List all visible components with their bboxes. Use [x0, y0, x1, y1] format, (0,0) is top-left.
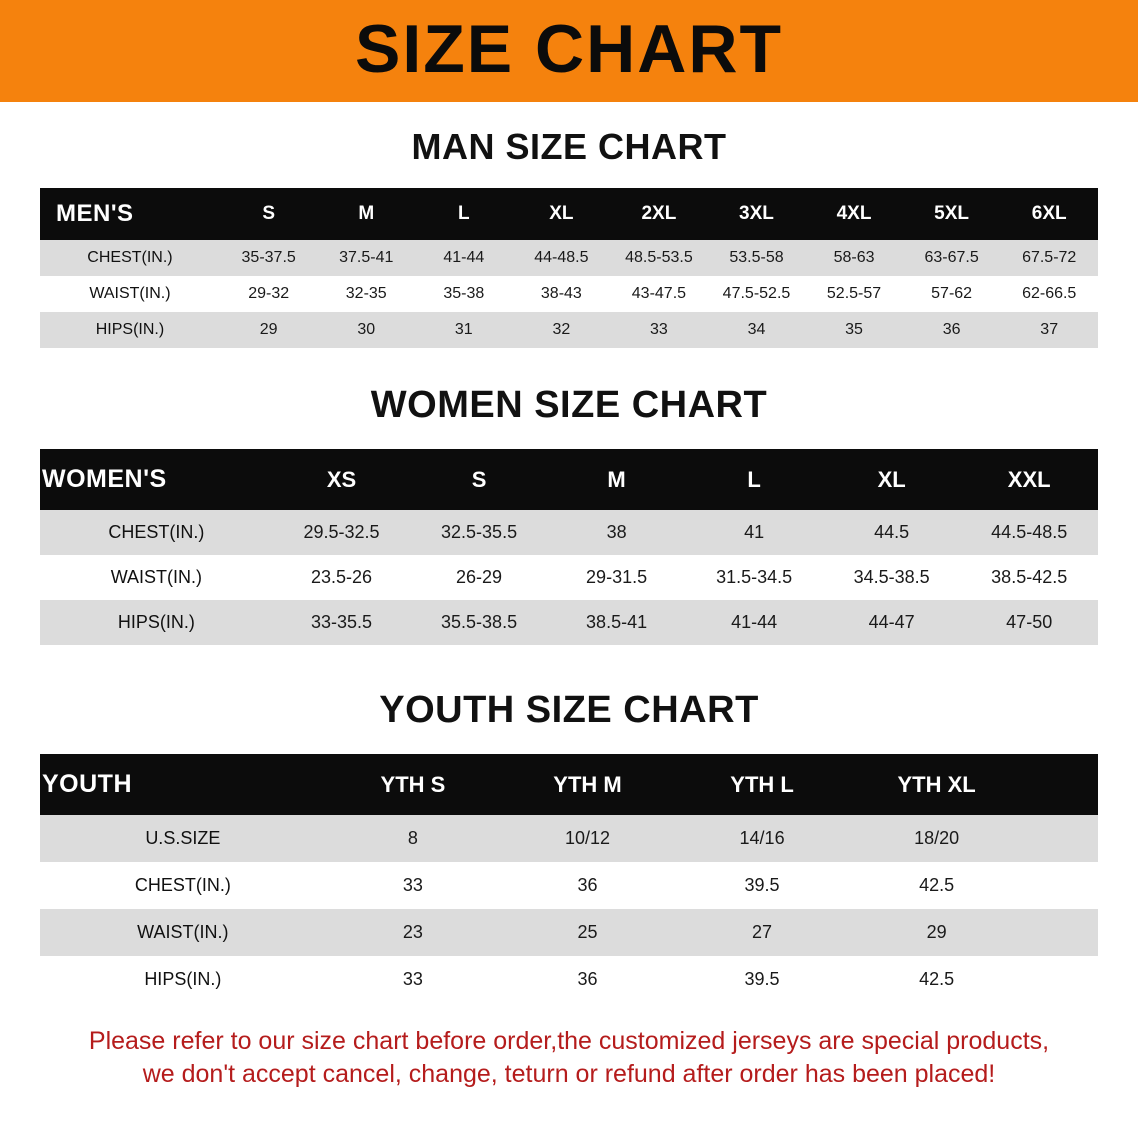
youth-col-3: YTH XL [897, 771, 976, 797]
table-row [40, 956, 1098, 1003]
youth-corner-label: YOUTH [42, 770, 132, 798]
banner [0, 0, 1138, 102]
youth-r1c0: 33 [402, 875, 423, 895]
men-r0c7: 63-67.5 [924, 249, 979, 266]
women-r2c4: 44-47 [868, 612, 915, 632]
men-r2c7: 36 [942, 321, 961, 338]
youth-r0c2: 14/16 [739, 828, 785, 848]
men-col-2: L [457, 203, 470, 224]
women-table-wrapper [0, 449, 1138, 645]
women-r1c3: 31.5-34.5 [716, 567, 793, 587]
page-title: SIZE CHART [355, 11, 783, 87]
policy-note-line-2: we don't accept cancel, change, teturn or refund after order has been placed! [142, 1060, 996, 1088]
women-r2c2: 38.5-41 [586, 612, 648, 632]
men-row-1-label: WAIST(IN.) [89, 285, 171, 302]
women-r0c4: 44.5 [874, 522, 910, 542]
men-col-6: 4XL [836, 203, 872, 224]
table-row [40, 815, 1098, 862]
youth-row-3-label: HIPS(IN.) [144, 969, 222, 989]
women-r2c1: 35.5-38.5 [441, 612, 518, 632]
women-col-1: S [471, 466, 487, 492]
women-r2c5: 47-50 [1006, 612, 1053, 632]
women-r0c0: 29.5-32.5 [303, 522, 380, 542]
youth-row-2-label: WAIST(IN.) [137, 922, 229, 942]
youth-r0-spacer [1024, 815, 1098, 862]
table-row [40, 312, 1098, 348]
men-col-1: M [358, 203, 375, 224]
men-row-2-label: HIPS(IN.) [95, 321, 165, 338]
youth-r3c2: 39.5 [744, 969, 780, 989]
men-r2c8: 37 [1040, 321, 1059, 338]
women-row-1-label: WAIST(IN.) [110, 567, 203, 587]
youth-r2c0: 23 [402, 922, 423, 942]
women-r1c1: 26-29 [456, 567, 503, 587]
policy-note-line-1: Please refer to our size chart before order,the customized jerseys are special products, [88, 1027, 1050, 1055]
women-r0c2: 38 [606, 522, 627, 542]
women-r0c1: 32.5-35.5 [441, 522, 518, 542]
youth-row-0-label: U.S.SIZE [145, 828, 221, 848]
women-col-3: L [747, 466, 761, 492]
women-r0c3: 41 [744, 522, 765, 542]
women-col-0: XS [326, 466, 357, 492]
youth-table-wrapper [0, 754, 1138, 1003]
men-r0c1: 37.5-41 [339, 249, 394, 266]
youth-r2c1: 25 [577, 922, 598, 942]
women-col-4: XL [877, 466, 906, 492]
youth-size-table [40, 754, 1098, 1003]
men-r2c3: 32 [552, 321, 571, 338]
youth-table-head [40, 754, 1098, 815]
youth-row-1-label: CHEST(IN.) [134, 875, 231, 895]
women-row-0-label: CHEST(IN.) [108, 522, 205, 542]
youth-col-0: YTH S [380, 771, 446, 797]
youth-r2-spacer [1024, 909, 1098, 956]
table-header-row [40, 188, 1098, 240]
men-r1c2: 35-38 [443, 285, 485, 302]
men-table-body [40, 240, 1098, 348]
men-r1c8: 62-66.5 [1022, 285, 1077, 302]
men-r0c3: 44-48.5 [534, 249, 589, 266]
women-r0c5: 44.5-48.5 [991, 522, 1068, 542]
table-row [40, 909, 1098, 956]
men-table-head [40, 188, 1098, 240]
men-col-4: 2XL [641, 203, 677, 224]
man-section-heading: MAN SIZE CHART [411, 126, 727, 167]
youth-r2c2: 27 [752, 922, 773, 942]
table-row [40, 862, 1098, 909]
men-col-0: S [262, 203, 276, 224]
women-r1c4: 34.5-38.5 [853, 567, 930, 587]
women-r2c3: 41-44 [731, 612, 778, 632]
table-row [40, 240, 1098, 276]
men-r2c4: 33 [650, 321, 668, 338]
men-col-7: 5XL [934, 203, 970, 224]
youth-r1c2: 39.5 [744, 875, 780, 895]
youth-table-body [40, 815, 1098, 1003]
table-header-row [40, 449, 1098, 510]
youth-r1c3: 42.5 [919, 875, 955, 895]
men-r1c0: 29-32 [248, 285, 290, 302]
men-r1c1: 32-35 [345, 285, 387, 302]
table-row [40, 276, 1098, 312]
youth-section-heading: YOUTH SIZE CHART [379, 689, 759, 731]
men-r2c5: 34 [747, 321, 766, 338]
men-r1c3: 38-43 [540, 285, 582, 302]
men-r1c7: 57-62 [931, 285, 973, 302]
women-row-2-label: HIPS(IN.) [117, 612, 195, 632]
men-r2c6: 35 [845, 321, 863, 338]
men-r0c5: 53.5-58 [729, 249, 784, 266]
youth-col-spacer [1024, 754, 1098, 815]
youth-r1-spacer [1024, 862, 1098, 909]
youth-r0c3: 18/20 [914, 828, 960, 848]
youth-r2c3: 29 [926, 922, 947, 942]
women-r1c5: 38.5-42.5 [991, 567, 1068, 587]
women-r1c2: 29-31.5 [586, 567, 648, 587]
men-r1c6: 52.5-57 [826, 285, 882, 302]
men-col-5: 3XL [739, 203, 774, 224]
men-r0c4: 48.5-53.5 [625, 249, 693, 266]
men-r0c2: 41-44 [443, 249, 485, 266]
table-row [40, 510, 1098, 555]
men-corner-label: MEN'S [56, 200, 134, 227]
women-corner-label: WOMEN'S [42, 465, 167, 493]
men-r1c4: 43-47.5 [631, 285, 687, 302]
man-table-wrapper [0, 188, 1138, 348]
youth-r0c1: 10/12 [564, 828, 611, 848]
men-col-8: 6XL [1031, 203, 1067, 224]
men-r0c6: 58-63 [833, 249, 875, 266]
table-row [40, 555, 1098, 600]
women-section-heading: WOMEN SIZE CHART [370, 384, 768, 426]
youth-r3c3: 42.5 [919, 969, 955, 989]
men-row-0-label: CHEST(IN.) [87, 249, 173, 266]
youth-col-2: YTH L [730, 771, 794, 797]
youth-r0c0: 8 [407, 828, 418, 848]
youth-r3-spacer [1024, 956, 1098, 1003]
table-header-row [40, 754, 1098, 815]
men-r2c2: 31 [454, 321, 473, 338]
men-r0c0: 35-37.5 [241, 249, 296, 266]
men-size-table [40, 188, 1098, 348]
women-r1c0: 23.5-26 [310, 567, 373, 587]
policy-note [0, 1025, 1138, 1091]
women-r2c0: 33-35.5 [310, 612, 373, 632]
table-row [40, 600, 1098, 645]
women-size-table [40, 449, 1098, 645]
youth-r3c1: 36 [577, 969, 598, 989]
women-col-2: M [607, 466, 626, 492]
youth-r3c0: 33 [402, 969, 423, 989]
women-table-head [40, 449, 1098, 510]
men-r1c5: 47.5-52.5 [722, 285, 791, 302]
men-r0c8: 67.5-72 [1022, 249, 1077, 266]
men-col-3: XL [549, 203, 574, 224]
women-table-body [40, 510, 1098, 645]
youth-col-1: YTH M [553, 771, 622, 797]
women-col-5: XXL [1007, 466, 1051, 492]
men-r2c0: 29 [259, 321, 278, 338]
youth-r1c1: 36 [577, 875, 598, 895]
men-r2c1: 30 [357, 321, 376, 338]
